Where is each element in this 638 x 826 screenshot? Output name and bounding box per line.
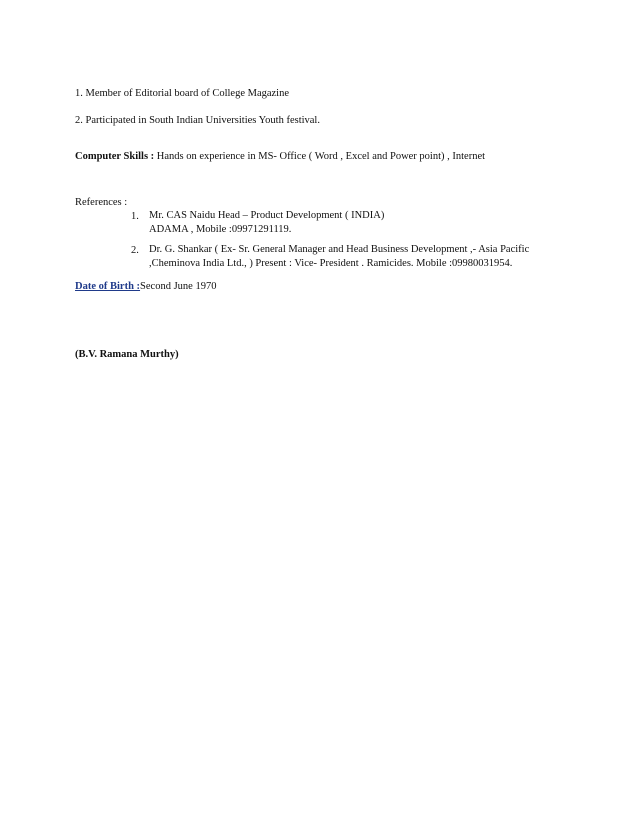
reference-2-number: 2. — [131, 245, 139, 256]
activity-item-1: 1. Member of Editorial board of College Magazine — [75, 88, 290, 99]
reference-1-number: 1. — [131, 211, 139, 222]
references-heading: References : — [75, 197, 128, 208]
activity-item-2: 2. Participated in South Indian Universities Youth festival. — [75, 115, 320, 126]
reference-1-line-2: ADAMA , Mobile :09971291119. — [149, 224, 292, 235]
computer-skills-label: Computer Skills : — [75, 151, 155, 162]
computer-skills-line — [75, 150, 485, 163]
reference-2-line-2: ,Cheminova India Ltd., ) Present : Vice- President . Ramicides. Mobile :09980031954. — [149, 258, 513, 269]
signature-name: (B.V. Ramana Murthy) — [75, 349, 179, 360]
computer-skills-text: Hands on experience in MS- Office ( Word , Excel and Power point) , Internet — [154, 151, 486, 162]
date-of-birth-value: Second June 1970 — [140, 281, 217, 292]
date-of-birth-label: Date of Birth : — [75, 281, 141, 292]
date-of-birth-line — [75, 280, 216, 293]
reference-1-line-1: Mr. CAS Naidu Head – Product Development ( INDIA) — [149, 210, 385, 221]
reference-2-line-1: Dr. G. Shankar ( Ex- Sr. General Manager and Head Business Development ,- Asia Pacific — [149, 244, 530, 255]
